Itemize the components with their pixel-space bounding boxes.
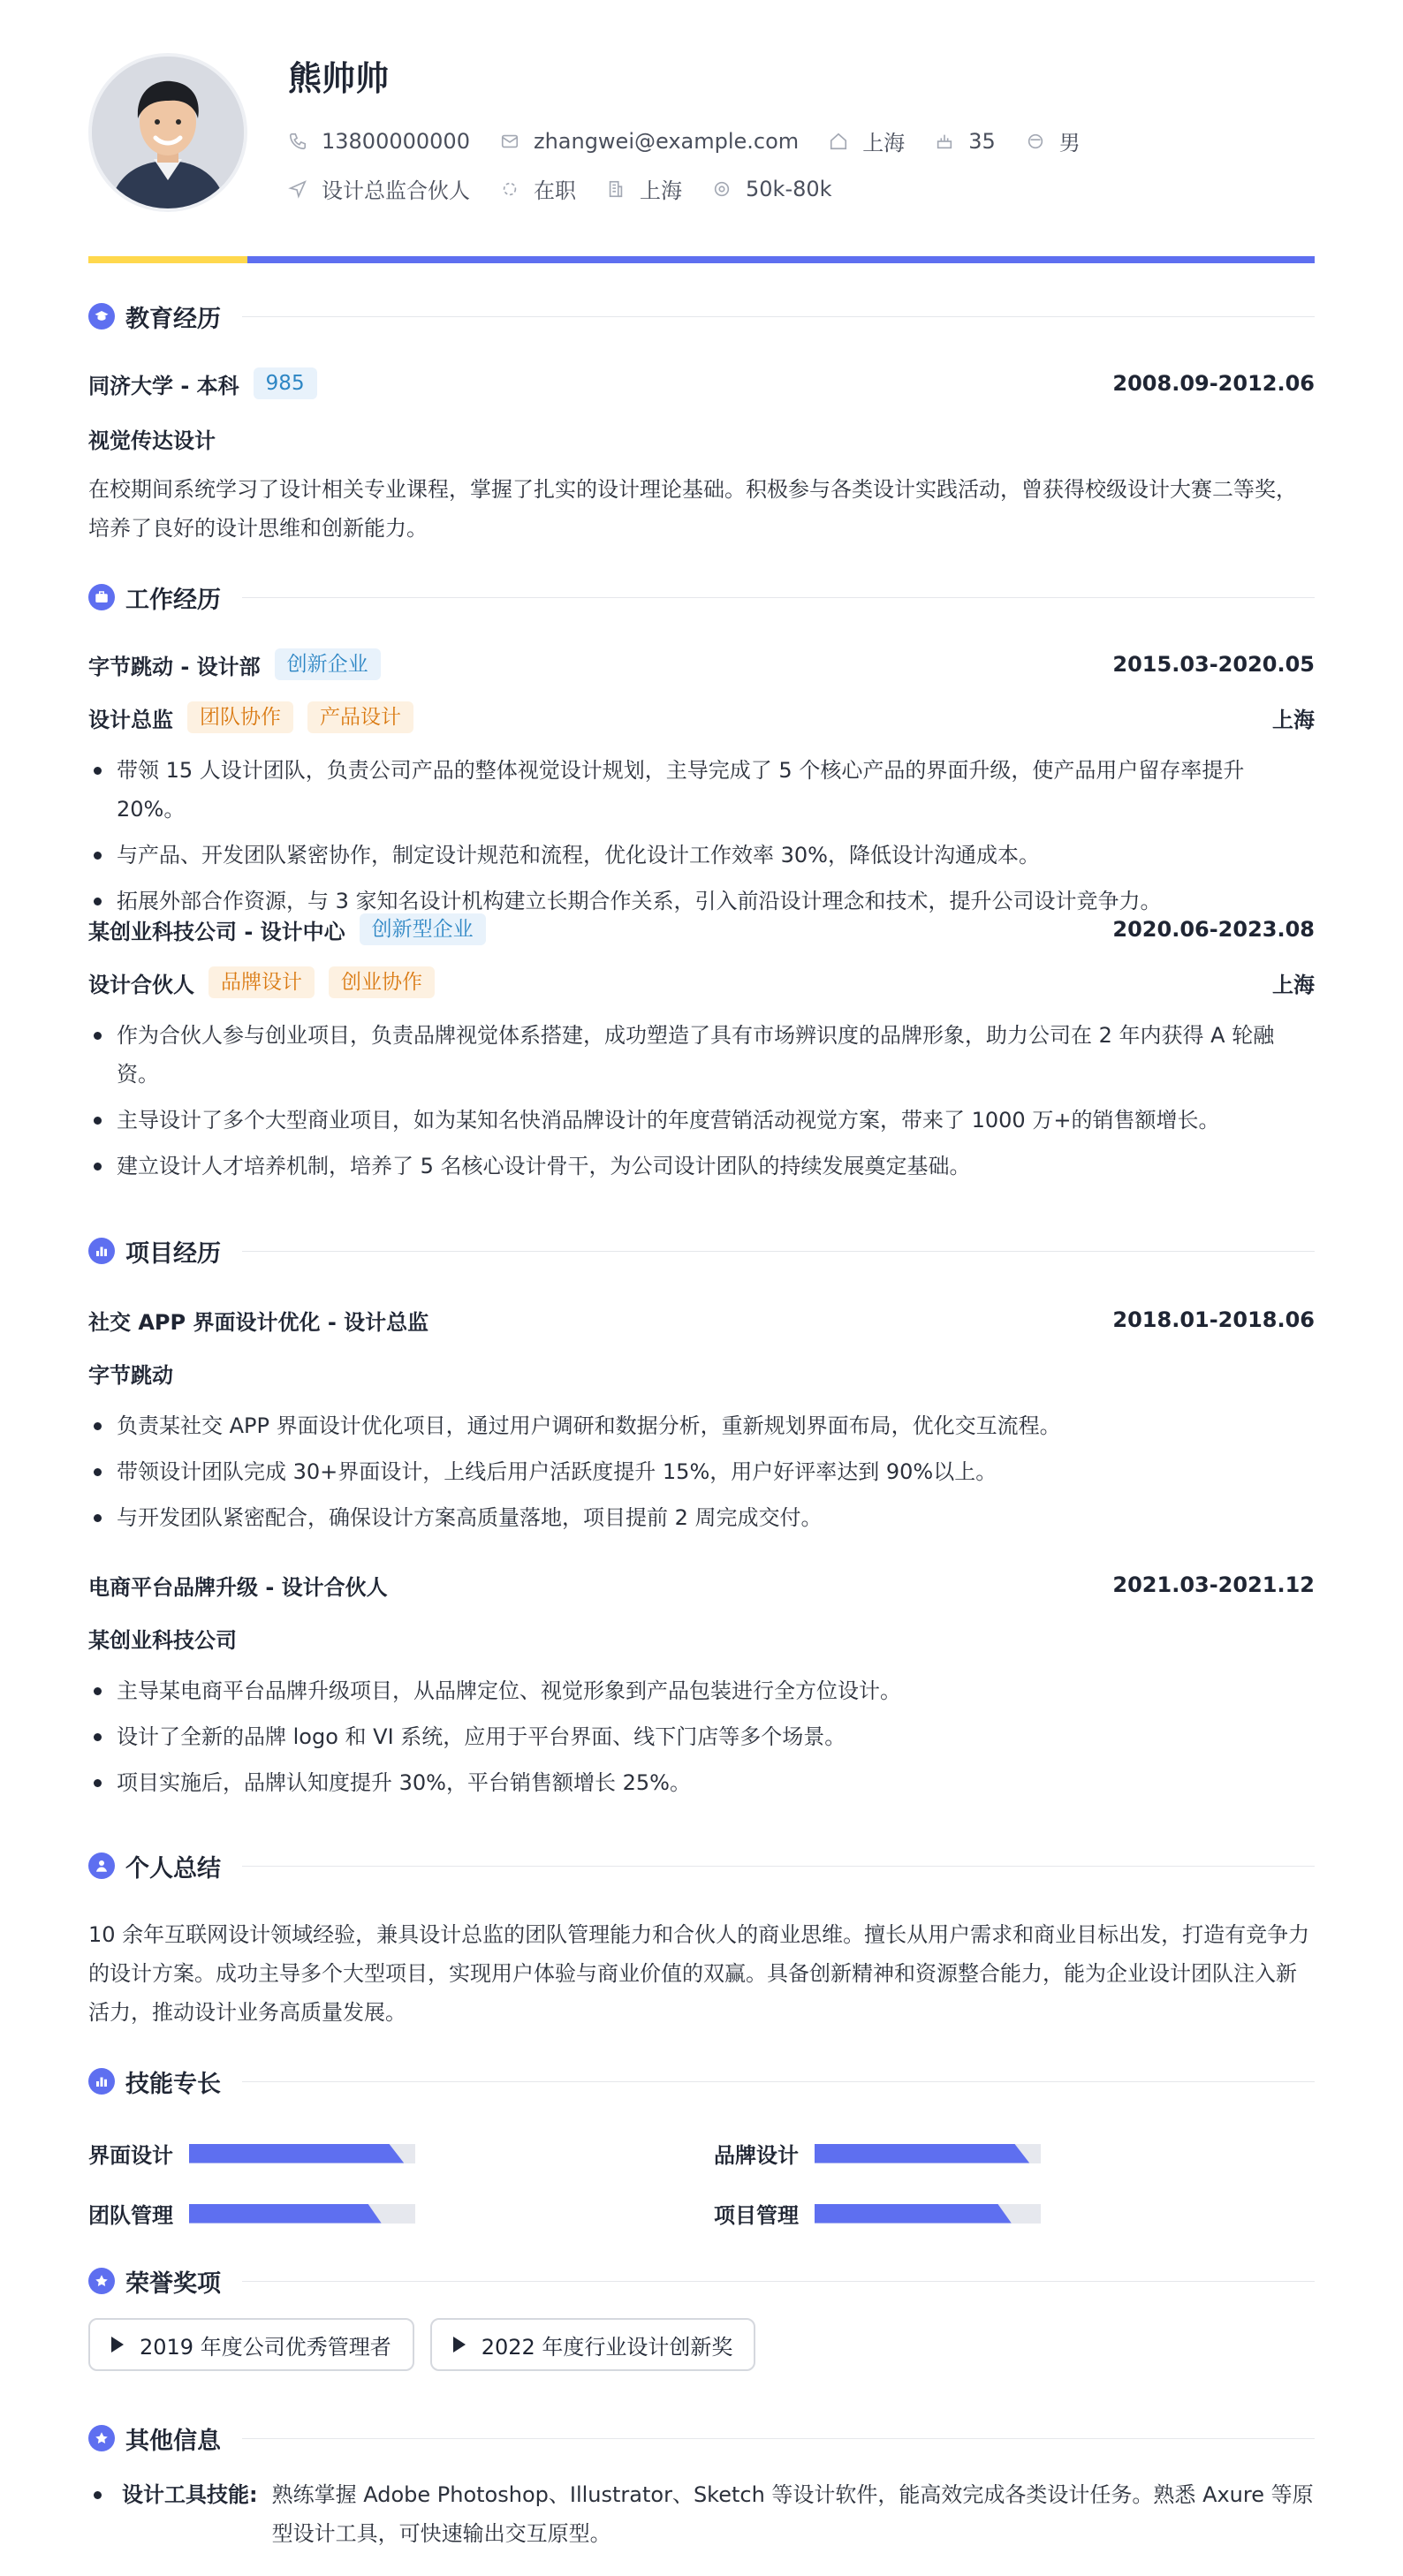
section-title-text: 工作经历 xyxy=(125,586,221,614)
project-org: 某创业科技公司 xyxy=(88,1627,237,1653)
info-icon xyxy=(88,2425,115,2451)
job-bullets xyxy=(88,1016,1315,1193)
divider-yellow xyxy=(88,256,247,263)
briefcase-icon xyxy=(88,584,115,610)
skill-item xyxy=(714,2138,1041,2169)
list-item: 与产品、开发团队紧密协作，制定设计规范和流程，优化设计工作效率 30%，降低设计沟通成本。 xyxy=(88,836,1315,875)
other-label: 设计工具技能: xyxy=(122,2482,258,2507)
salary-text: 50k-80k xyxy=(746,176,832,201)
age-text: 35 xyxy=(968,128,996,154)
section-rule xyxy=(242,2438,1315,2439)
project-date: 2021.03-2021.12 xyxy=(1112,1572,1315,1597)
location-item xyxy=(829,125,905,156)
skill-bar-track xyxy=(189,2144,415,2163)
phone-item xyxy=(288,129,470,154)
company-name: 字节跳动 - 设计部 xyxy=(88,654,261,679)
section-rule xyxy=(242,597,1315,598)
award-text: 2022 年度行业设计创新奖 xyxy=(481,2334,733,2360)
role-tag: 团队协作 xyxy=(187,701,293,733)
job-header-row xyxy=(88,912,1315,947)
section-rule xyxy=(242,1866,1315,1867)
major-name: 视觉传达设计 xyxy=(88,428,216,453)
awards-list xyxy=(88,2318,771,2371)
education-description: 在校期间系统学习了设计相关专业课程，掌握了扎实的设计理论基础。积极参与各类设计实践活动，曾获得校级设计大赛二等奖，培养了良好的设计思维和创新能力。 xyxy=(88,477,1297,541)
job-date: 2020.06-2023.08 xyxy=(1112,917,1315,942)
email-text: zhangwei@example.com xyxy=(533,128,800,154)
summary-text: 10 余年互联网设计领域经验，兼具设计总监的团队管理能力和合伙人的商业思维。擅长从用户需求和商业目标出发，打造有竞争力的设计方案。成功主导多个大型项目，实现用户体验与商业价值的双赢。具备创新精神和资源整合能力，能为企业设计团队注入新活力，推动设计业务高质量发展。 xyxy=(88,1922,1310,2025)
skill-bar-fill xyxy=(815,2204,1012,2224)
project-name: 社交 APP 界面设计优化 - 设计总监 xyxy=(88,1309,429,1335)
job-intent-row xyxy=(288,173,862,204)
section-skills-title xyxy=(88,2064,1315,2099)
medal-icon xyxy=(88,2268,115,2294)
section-title-text: 技能专长 xyxy=(125,2070,221,2098)
section-title-text: 个人总结 xyxy=(125,1854,221,1883)
gender-icon xyxy=(1026,132,1045,151)
section-rule xyxy=(242,2281,1315,2282)
project-name: 电商平台品牌升级 - 设计合伙人 xyxy=(88,1574,388,1600)
target-city-text: 上海 xyxy=(640,178,682,203)
person-photo-icon xyxy=(92,57,244,208)
target-city-item xyxy=(606,173,682,204)
list-item: 带领 15 人设计团队，负责公司产品的整体视觉设计规划，主导完成了 5 个核心产品的界面升级，使产品用户留存率提升 20%。 xyxy=(88,751,1315,829)
section-education-title xyxy=(88,299,1315,334)
skill-item xyxy=(714,2198,1041,2229)
skill-bar-track xyxy=(815,2204,1041,2224)
job-city: 上海 xyxy=(1272,707,1315,732)
project-org-row xyxy=(88,1620,1315,1655)
mail-icon xyxy=(500,132,519,151)
job-city: 上海 xyxy=(1272,972,1315,997)
project-header-row xyxy=(88,1567,1315,1602)
cake-icon xyxy=(935,132,954,151)
education-header-row xyxy=(88,366,1315,401)
gender-text: 男 xyxy=(1058,131,1081,155)
job-bullets xyxy=(88,751,1315,928)
contact-row xyxy=(288,125,1111,156)
list-item: 主导某电商平台品牌升级项目，从品牌定位、视觉形象到产品包装进行全方位设计。 xyxy=(88,1671,1315,1710)
education-date: 2008.09-2012.06 xyxy=(1112,371,1315,396)
section-title-text: 教育经历 xyxy=(125,305,221,333)
skill-bar-track xyxy=(189,2204,415,2224)
send-icon xyxy=(288,179,307,199)
section-rule xyxy=(242,1251,1315,1252)
section-title-text: 其他信息 xyxy=(125,2427,221,2455)
skill-name: 界面设计 xyxy=(88,2143,173,2168)
skill-bar-fill xyxy=(189,2144,404,2163)
bar-chart-icon xyxy=(88,2068,115,2095)
project-bullets xyxy=(88,1671,1315,1809)
list-item: 主导设计了多个大型商业项目，如为某知名快消品牌设计的年度营销活动视觉方案，带来了 1000 万+的销售额增长。 xyxy=(88,1101,1315,1140)
job-role-row xyxy=(88,700,1315,735)
play-icon xyxy=(111,2337,124,2352)
skill-bar-fill xyxy=(189,2204,382,2224)
company-name: 某创业科技公司 - 设计中心 xyxy=(88,919,345,944)
header-divider xyxy=(88,256,1315,263)
job-role-row xyxy=(88,965,1315,1000)
award-badge xyxy=(88,2318,414,2371)
skill-item xyxy=(88,2138,415,2169)
section-other-title xyxy=(88,2421,1315,2456)
role-tag: 产品设计 xyxy=(307,701,413,733)
major-row xyxy=(88,420,1315,456)
award-text: 2019 年度公司优秀管理者 xyxy=(140,2334,391,2360)
section-summary-title xyxy=(88,1848,1315,1883)
section-rule xyxy=(242,2081,1315,2082)
list-item: 与开发团队紧密配合，确保设计方案高质量落地，项目提前 2 周完成交付。 xyxy=(88,1498,1315,1537)
list-item: 拓展外部合作资源，与 3 家知名设计机构建立长期合作关系，引入前沿设计理念和技术，提升公司设计竞争力。 xyxy=(88,882,1315,921)
project-bullets xyxy=(88,1406,1315,1544)
section-title-text: 荣誉奖项 xyxy=(125,2269,221,2298)
skill-name: 项目管理 xyxy=(714,2203,799,2228)
project-header-row xyxy=(88,1302,1315,1337)
skill-name: 团队管理 xyxy=(88,2203,173,2228)
building-icon xyxy=(606,179,626,199)
section-awards-title xyxy=(88,2263,1315,2299)
skill-bar-fill xyxy=(815,2144,1029,2163)
project-org: 字节跳动 xyxy=(88,1362,173,1388)
section-projects-title xyxy=(88,1233,1315,1269)
list-item: 项目实施后，品牌认知度提升 30%，平台销售额增长 25%。 xyxy=(88,1763,1315,1802)
bullet-dot xyxy=(94,2491,102,2499)
project-date: 2018.01-2018.06 xyxy=(1112,1307,1315,1332)
coin-icon xyxy=(712,179,732,199)
phone-icon xyxy=(288,132,307,151)
skill-item xyxy=(88,2198,415,2229)
school-tag: 985 xyxy=(254,367,317,399)
status-item xyxy=(500,173,576,204)
avatar xyxy=(88,53,247,212)
age-item xyxy=(935,129,996,154)
bar-chart-icon xyxy=(88,1238,115,1264)
job-header-row xyxy=(88,647,1315,682)
other-text: 熟练掌握 Adobe Photoshop、Illustrator、Sketch 等设计软件，能高效完成各类设计任务。熟悉 Axure 等原型设计工具，可快速输出交互原型。 xyxy=(271,2482,1314,2546)
email-item xyxy=(500,129,799,154)
skill-name: 品牌设计 xyxy=(714,2143,799,2168)
section-rule xyxy=(242,316,1315,317)
company-tag: 创新企业 xyxy=(275,648,381,680)
resume-header xyxy=(88,0,1315,256)
play-icon xyxy=(453,2337,466,2352)
graduation-cap-icon xyxy=(88,303,115,330)
list-item: 带领设计团队完成 30+界面设计，上线后用户活跃度提升 15%，用户好评率达到 90%以上。 xyxy=(88,1452,1315,1491)
school-name: 同济大学 - 本科 xyxy=(88,373,239,398)
award-badge xyxy=(430,2318,756,2371)
role-tag: 品牌设计 xyxy=(209,966,315,998)
list-item: 建立设计人才培养机制，培养了 5 名核心设计骨干，为公司设计团队的持续发展奠定基础。 xyxy=(88,1147,1315,1186)
list-item: 作为合伙人参与创业项目，负责品牌视觉体系搭建，成功塑造了具有市场辨识度的品牌形象，助力公司在 2 年内获得 A 轮融资。 xyxy=(88,1016,1315,1094)
list-item: 设计了全新的品牌 logo 和 VI 系统，应用于平台界面、线下门店等多个场景。 xyxy=(88,1717,1315,1756)
project-org-row xyxy=(88,1355,1315,1390)
salary-item xyxy=(712,177,832,201)
job-role: 设计总监 xyxy=(88,707,173,732)
section-title-text: 项目经历 xyxy=(125,1239,221,1268)
skill-bar-track xyxy=(815,2144,1041,2163)
candidate-name: 熊帅帅 xyxy=(288,59,390,98)
divider-blue xyxy=(247,256,1315,263)
other-info-item xyxy=(88,2475,1315,2553)
home-icon xyxy=(829,132,848,151)
location-text: 上海 xyxy=(862,131,906,155)
section-work-title xyxy=(88,580,1315,615)
position-item xyxy=(288,173,470,204)
user-icon xyxy=(88,1852,115,1879)
gender-item xyxy=(1026,125,1081,156)
job-role: 设计合伙人 xyxy=(88,972,194,997)
job-date: 2015.03-2020.05 xyxy=(1112,652,1315,677)
phone-text: 13800000000 xyxy=(322,128,470,154)
position-text: 设计总监合伙人 xyxy=(322,178,470,203)
company-tag: 创新型企业 xyxy=(360,913,486,945)
role-tag: 创业协作 xyxy=(329,966,435,998)
loading-icon xyxy=(500,179,519,199)
status-text: 在职 xyxy=(534,178,576,203)
list-item: 负责某社交 APP 界面设计优化项目，通过用户调研和数据分析，重新规划界面布局，优化交互流程。 xyxy=(88,1406,1315,1445)
